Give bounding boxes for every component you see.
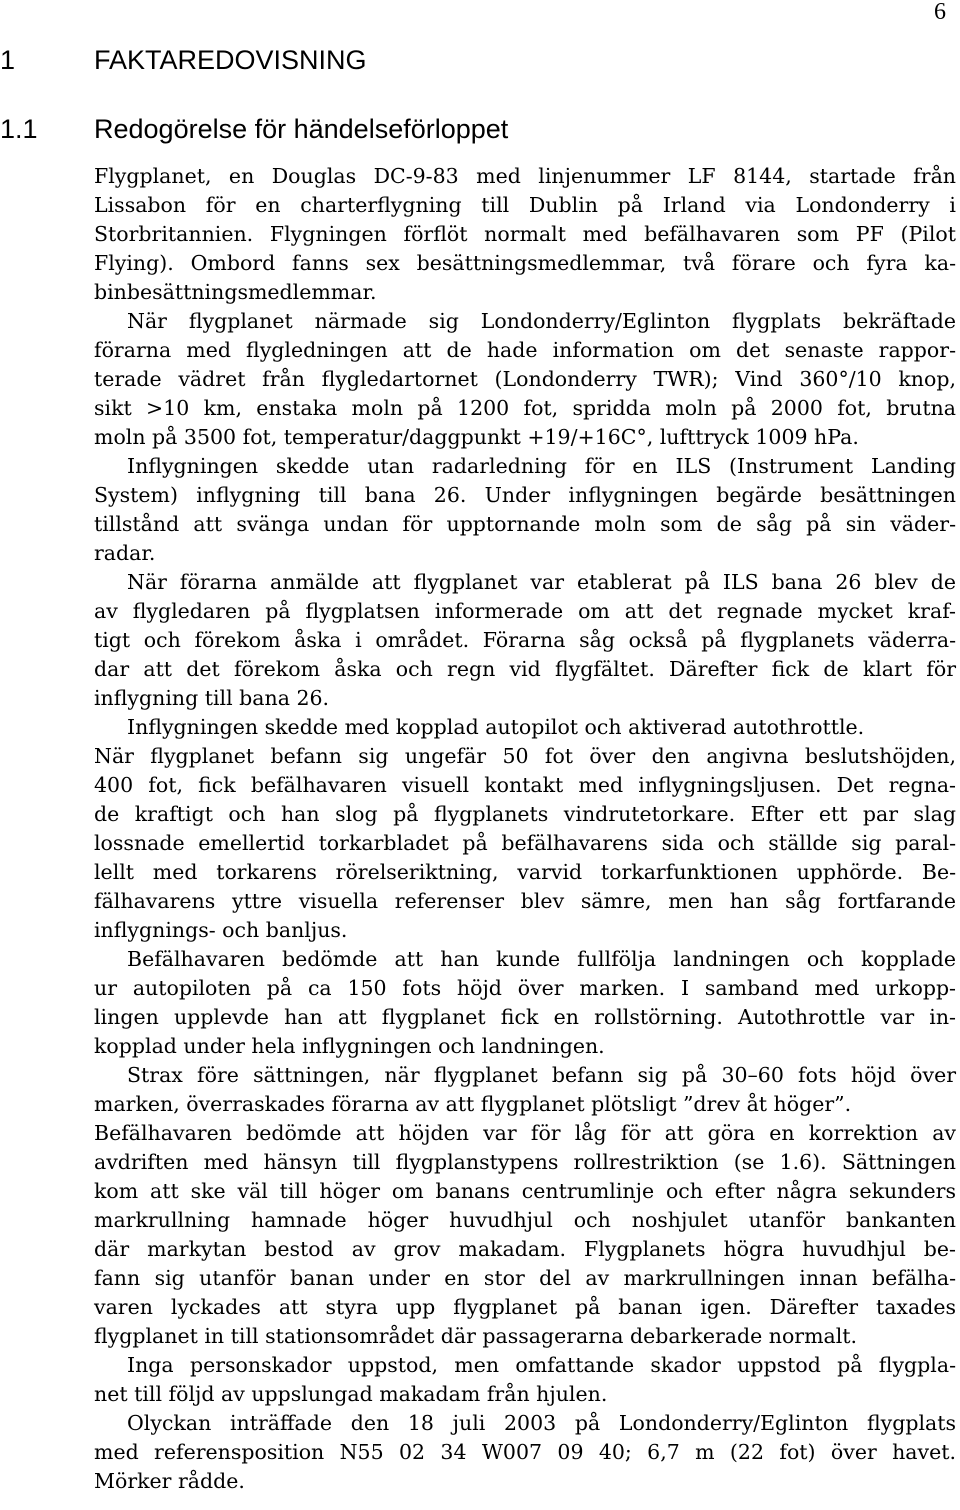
text-line: varen lyckades att styra upp flygplanet på banan igen. Därefter taxades [94, 1295, 956, 1319]
text-line: där markytan bestod av grov makadam. Flygplanets högra huvudhjul be- [94, 1237, 956, 1261]
text-line: avdriften med hänsyn till flygplanstypens rollrestriktion (se 1.6). Sättningen [94, 1150, 956, 1174]
text-line: sikt >10 km, enstaka moln på 1200 fot, spridda moln på 2000 fot, brutna [94, 396, 956, 420]
text-line: moln på 3500 fot, temperatur/daggpunkt +19/+16C°, lufttryck 1009 hPa. [94, 425, 859, 449]
text-line: med referensposition N55 02 34 W007 09 40; 6,7 m (22 fot) över havet. [94, 1440, 956, 1464]
text-line: 400 fot, fick befälhavaren visuell kontakt med inflygningsljusen. Det regna- [94, 773, 956, 797]
section-title: FAKTAREDOVISNING [94, 45, 367, 75]
text-line: flygplanet in till stationsområdet där passagerarna debarkerade normalt. [94, 1324, 858, 1348]
text-line: net till följd av uppslungad makadam från hjulen. [94, 1382, 608, 1406]
text-line: markrullning hamnade höger huvudhjul och noshjulet utanför bankanten [94, 1208, 956, 1232]
text-line: av flygledaren på flygplatsen informerade om att det regnade mycket kraf- [94, 599, 956, 623]
text-line: förarna med flygledningen att de hade information om det senaste rappor- [94, 338, 956, 362]
section-heading [0, 44, 367, 76]
text-line: När flygplanet befann sig ungefär 50 fot över den angivna beslutshöjden, [94, 744, 956, 768]
text-line: kom att ske väl till höger om banans centrumlinje och efter några sekunders [94, 1179, 956, 1203]
text-line: binbesättningsmedlemmar. [94, 280, 377, 304]
text-line: dar att det förekom åska och regn vid flygfältet. Därefter fick de klart för [94, 657, 956, 681]
text-line: Inflygningen skedde utan radarledning för en ILS (Instrument Landing [127, 454, 956, 478]
text-line: Flygplanet, en Douglas DC-9-83 med linjenummer LF 8144, startade från [94, 164, 956, 188]
text-line: Befälhavaren bedömde att han kunde fullfölja landningen och kopplade [127, 947, 956, 971]
text-line: fälhavarens yttre visuella referenser blev sämre, men han såg fortfarande [94, 889, 956, 913]
text-line: inflygning till bana 26. [94, 686, 330, 710]
section-number: 1 [0, 45, 16, 75]
text-line: Strax före sättningen, när flygplanet befann sig på 30–60 fots höjd över [127, 1063, 956, 1087]
text-line: marken, överraskades förarna av att flygplanet plötsligt ”drev åt höger”. [94, 1092, 852, 1116]
text-line: Olyckan inträffade den 18 juli 2003 på Londonderry/Eglinton flygplats [127, 1411, 956, 1435]
text-line: fann sig utanför banan under en stor del av markrullningen innan befälha- [94, 1266, 956, 1290]
text-line: radar. [94, 541, 156, 565]
text-line: Inga personskador uppstod, men omfattande skador uppstod på flygpla- [127, 1353, 956, 1377]
text-line: När förarna anmälde att flygplanet var etablerat på ILS bana 26 blev de [127, 570, 956, 594]
text-line: Lissabon för en charterflygning till Dublin på Irland via Londonderry i [94, 193, 956, 217]
text-line: lossnade emellertid torkarbladet på befälhavarens sida och ställde sig paral- [94, 831, 956, 855]
subsection-title: Redogörelse för händelseförloppet [94, 114, 509, 144]
text-line: lingen upplevde han att flygplanet fick en rollstörning. Autothrottle var in- [94, 1005, 956, 1029]
text-line: Storbritannien. Flygningen förflöt normalt med befälhavaren som PF (Pilot [94, 222, 956, 246]
body-text [94, 162, 956, 1496]
subsection-number: 1.1 [0, 114, 38, 144]
text-line: terade vädret från flygledartornet (Londonderry TWR); Vind 360°/10 knop, [94, 367, 956, 391]
text-line: lellt med torkarens rörelseriktning, varvid torkarfunktionen upphörde. Be- [94, 860, 956, 884]
subsection-heading [0, 113, 508, 145]
page-number: 6 [934, 0, 946, 25]
text-line: tigt och förekom åska i området. Förarna såg också på flygplanets väderra- [94, 628, 956, 652]
text-line: När flygplanet närmade sig Londonderry/Eglinton flygplats bekräftade [127, 309, 956, 333]
text-line: Befälhavaren bedömde att höjden var för låg för att göra en korrektion av [94, 1121, 956, 1145]
text-line: Flying). Ombord fanns sex besättningsmedlemmar, två förare och fyra ka- [94, 251, 956, 275]
text-line: Inflygningen skedde med kopplad autopilot och aktiverad autothrottle. [127, 715, 865, 739]
text-line: de kraftigt och han slog på flygplanets vindrutetorkare. Efter ett par slag [94, 802, 956, 826]
text-line: tillstånd att svänga undan för upptornande moln som de såg på sin väder- [94, 512, 956, 536]
text-line: Mörker rådde. [94, 1469, 245, 1493]
text-line: kopplad under hela inflygningen och landningen. [94, 1034, 605, 1058]
text-line: ur autopiloten på ca 150 fots höjd över marken. I samband med urkopp- [94, 976, 956, 1000]
text-line: System) inflygning till bana 26. Under inflygningen begärde besättningen [94, 483, 956, 507]
text-line: inflygnings- och banljus. [94, 918, 348, 942]
